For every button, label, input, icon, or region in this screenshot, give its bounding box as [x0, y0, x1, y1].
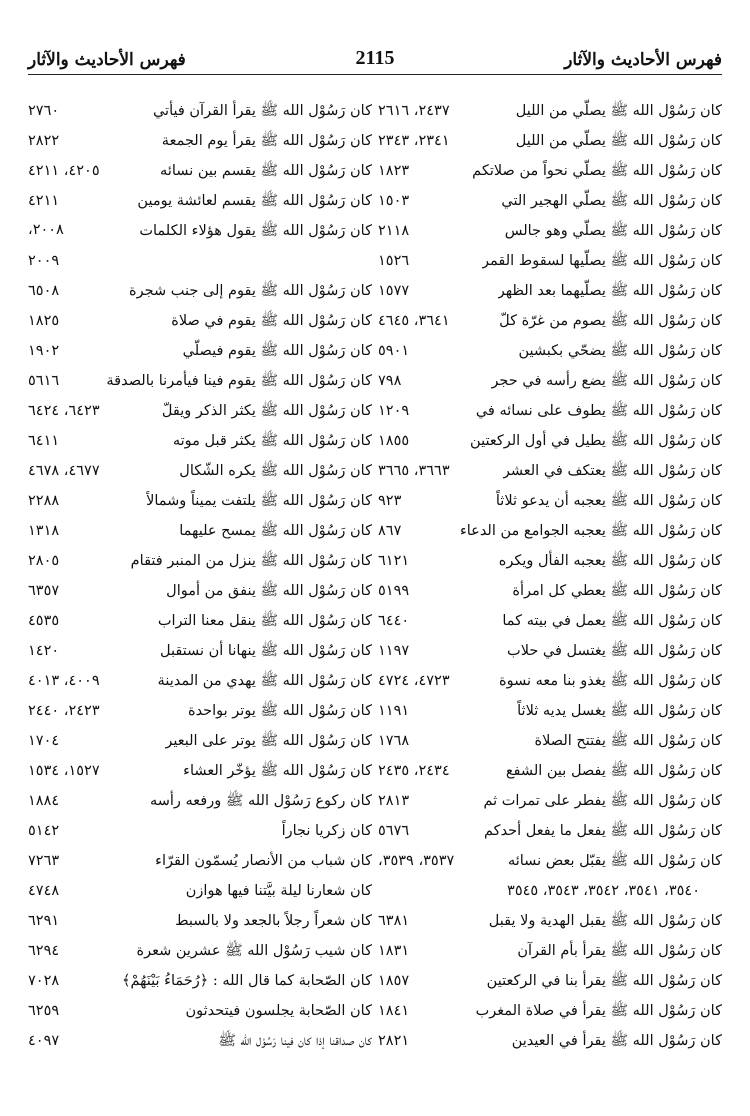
index-entry [28, 816, 372, 846]
index-entry [28, 276, 372, 306]
index-entry [28, 1026, 372, 1056]
entry-reference-continued: ٣٥٤٠، ٣٥٤١، ٣٥٤٢، ٣٥٤٣، ٣٥٤٥ [507, 883, 700, 899]
page-number: 2115 [355, 47, 395, 69]
entry-text: كان رَسُوْل الله ﷺ يعجبه الفأل ويكره [498, 553, 722, 569]
index-entry [378, 456, 722, 486]
entry-text: كان شباب من الأنصار يُسمّون القرّاء [155, 853, 372, 869]
index-entry [28, 306, 372, 336]
entry-reference: ٧٢٦٣ [28, 853, 60, 869]
entry-text: كان رَسُوْل الله ﷺ يعجبه أن يدعو ثلاثاً [495, 493, 722, 509]
index-entry [28, 516, 372, 546]
entry-reference: ٥١٩٩ [378, 583, 410, 599]
entry-text: كان رَسُوْل الله ﷺ يقسم بين نسائه [160, 163, 372, 179]
index-entry [378, 636, 722, 666]
index-entry [28, 786, 372, 816]
entry-text: كان رَسُوْل الله ﷺ يهدي من المدينة [157, 673, 372, 689]
index-entry [378, 216, 722, 246]
entry-text: كان رَسُوْل الله ﷺ يغتسل في حلاب [507, 643, 722, 659]
entry-text: كان زكريا نجاراً [281, 823, 372, 839]
entry-text: كان رَسُوْل الله ﷺ يقرأ بأم القرآن [517, 943, 722, 959]
entry-text: كان شعارنا ليلة بيَّتنا فيها هوازن [185, 883, 372, 899]
index-entry [28, 696, 372, 726]
entry-reference: ٩٢٣ [378, 493, 402, 509]
entry-reference: ١٧٠٤ [28, 733, 60, 749]
entry-reference: ٥١٤٢ [28, 823, 60, 839]
index-entry [28, 186, 372, 216]
entry-text: كان رَسُوْل الله ﷺ يصلّي نحواً من صلاتكم [472, 163, 722, 179]
index-entry [378, 186, 722, 216]
entry-reference: ٤٢٠٥، ٤٢١١ [28, 163, 100, 179]
entry-reference: ٦٤٤٠ [378, 613, 410, 629]
entry-text: كان رَسُوْل الله ﷺ يصلّي من الليل [515, 103, 722, 119]
index-entry [28, 456, 372, 486]
entry-text: كان رَسُوْل الله ﷺ يعجبه الجوامع من الدعاء [459, 523, 722, 539]
entry-reference: ١٥٢٦ [378, 253, 410, 269]
index-entry [28, 906, 372, 936]
entry-text: كان رَسُوْل الله ﷺ يفطر على تمرات ثم [483, 793, 722, 809]
entry-text: كان رَسُوْل الله ﷺ يقرأ في العيدين [511, 1033, 722, 1049]
entry-reference: ٢٨٢٢ [28, 133, 60, 149]
entry-reference: ٢١١٨ [378, 223, 410, 239]
entry-reference: ١٢٠٩ [378, 403, 410, 419]
entry-reference: ٢٣٤١، ٢٣٤٣ [378, 133, 450, 149]
index-entry [28, 366, 372, 396]
entry-reference: ٤٠٠٩، ٤٠١٣ [28, 673, 100, 689]
running-title-left: فهرس الأحاديث والآثار [28, 50, 186, 70]
entry-text: كان رَسُوْل الله ﷺ يقوم في صلاة [171, 313, 372, 329]
entry-text: كان رَسُوْل الله ﷺ يطيل في أول الركعتين [470, 433, 722, 449]
entry-text: كان رَسُوْل الله ﷺ يصلّيها لسقوط القمر [482, 253, 722, 269]
entry-reference: ٤٧٢٣، ٤٧٢٤ [378, 673, 450, 689]
entry-reference: ١١٩١ [378, 703, 410, 719]
entry-text: كان الصّحابة كما قال الله : ﴿رُحَمَاءُ بَيْنَهُمْ﴾ [121, 973, 372, 989]
entry-reference: ٥٦١٦ [28, 373, 60, 389]
entry-text: كان شعراً رجلاً بالجعد ولا بالسبط [175, 913, 372, 929]
entry-text: كان الصّحابة يجلسون فيتحدثون [185, 1003, 372, 1019]
entry-reference: ١٨٥٥ [378, 433, 410, 449]
entry-text: كان رَسُوْل الله ﷺ يصوم من غرّة كلّ [499, 313, 722, 329]
entry-text: كان رَسُوْل الله ﷺ ينزل من المنبر فتقام [130, 553, 372, 569]
entry-text: كان رَسُوْل الله ﷺ يقرأ في صلاة المغرب [475, 1003, 722, 1019]
entry-reference: ٢٤٣٤، ٢٤٣٥ [378, 763, 450, 779]
entry-text: كان رَسُوْل الله ﷺ يصلّي من الليل [515, 133, 722, 149]
index-entry [378, 726, 722, 756]
index-entry [378, 126, 722, 156]
index-entry [378, 306, 722, 336]
entry-text: كان رَسُوْل الله ﷺ يقوم فينا فيأمرنا بالصدقة [106, 373, 372, 389]
index-entry [28, 576, 372, 606]
entry-reference: ١٩٠٢ [28, 343, 60, 359]
index-entry [378, 246, 722, 276]
entry-reference: ١٣١٨ [28, 523, 60, 539]
entry-reference: ٢٤٣٧، ٢٦١٦ [378, 103, 450, 119]
entry-text: كان رَسُوْل الله ﷺ يضحّي بكبشين [518, 343, 722, 359]
entry-text: كان رَسُوْل الله ﷺ ينهانا أن نستقبل [159, 643, 372, 659]
index-entry [28, 606, 372, 636]
index-entry [378, 426, 722, 456]
entry-text: كان رَسُوْل الله ﷺ يفعل ما يفعل أحدكم [484, 823, 722, 839]
index-entry [28, 876, 372, 906]
entry-text: كان رَسُوْل الله ﷺ يوتر على البعير [165, 733, 372, 749]
entry-reference-continued: ٢٠٠٩ [28, 253, 60, 269]
index-entry [378, 756, 722, 786]
entry-text: كان رَسُوْل الله ﷺ يقرأ يوم الجمعة [161, 133, 372, 149]
entry-reference: ٧٠٢٨ [28, 973, 60, 989]
entry-reference: ١٤٢٠ [28, 643, 60, 659]
index-entry [378, 366, 722, 396]
entry-text: كان رَسُوْل الله ﷺ يقبل الهدية ولا يقبل [488, 913, 722, 929]
page-header [28, 40, 722, 75]
entry-text: كان ركوع رَسُوْل الله ﷺ ورفعه رأسه [149, 793, 372, 809]
entry-text: كان رَسُوْل الله ﷺ يغذو بنا معه نسوة [498, 673, 722, 689]
entry-reference: ٦٤٢٣، ٦٤٢٤ [28, 403, 100, 419]
entry-text: كان رَسُوْل الله ﷺ يعطي كل امرأة [512, 583, 722, 599]
index-entry [378, 696, 722, 726]
entry-reference: ٧٩٨ [378, 373, 402, 389]
entry-text: كان رَسُوْل الله ﷺ يقوم فيصلّي [182, 343, 372, 359]
index-entry [378, 546, 722, 576]
index-entry [378, 516, 722, 546]
entry-reference: ١٨٢٥ [28, 313, 60, 329]
index-entry [378, 996, 722, 1026]
entry-text: كان رَسُوْل الله ﷺ يكثر قبل موته [172, 433, 372, 449]
entry-reference: ٥٦٧٦ [378, 823, 410, 839]
entry-text: كان رَسُوْل الله ﷺ يضع رأسه في حجر [491, 373, 722, 389]
entry-reference: ٤٥٣٥ [28, 613, 60, 629]
entry-text: كان رَسُوْل الله ﷺ يصلّيهما بعد الظهر [497, 283, 722, 299]
index-entry [378, 1026, 722, 1056]
index-entry [378, 816, 722, 846]
entry-reference: ٣٦٤١، ٤٦٤٥ [378, 313, 450, 329]
entry-reference: ٢٨٢١ [378, 1033, 410, 1049]
entry-reference: ٣٦٦٣، ٣٦٦٥ [378, 463, 450, 479]
entry-reference: ١٥٢٧، ١٥٣٤ [28, 763, 100, 779]
index-entry [378, 906, 722, 936]
entry-text: كان شيب رَسُوْل الله ﷺ عشرين شعرة [136, 943, 372, 959]
index-entry [28, 636, 372, 666]
index-entry [378, 576, 722, 606]
entry-text: كان رَسُوْل الله ﷺ يقرأ القرآن فيأتي [152, 103, 372, 119]
entry-text: كان صداقنا إذا كان فينا رَسُوْل الله ﷺ [218, 1033, 372, 1049]
index-entry [378, 486, 722, 516]
entry-text: كان رَسُوْل الله ﷺ يطوف على نسائه في [475, 403, 722, 419]
entry-text: كان رَسُوْل الله ﷺ يعتكف في العشر [502, 463, 722, 479]
entry-reference: ٦٣٥٧ [28, 583, 60, 599]
entry-text: كان رَسُوْل الله ﷺ ينفق من أموال [166, 583, 372, 599]
entry-reference: ٦١٢١ [378, 553, 410, 569]
entry-text: كان رَسُوْل الله ﷺ ينقل معنا التراب [157, 613, 372, 629]
entry-reference: ١٨٨٤ [28, 793, 60, 809]
entry-reference: ٢٢٨٨ [28, 493, 60, 509]
index-entry [28, 486, 372, 516]
entry-reference: ٤٦٧٧، ٤٦٧٨ [28, 463, 100, 479]
entry-text: كان رَسُوْل الله ﷺ يقول هؤلاء الكلمات [139, 223, 372, 239]
index-entry [378, 786, 722, 816]
running-title-right: فهرس الأحاديث والآثار [564, 50, 722, 70]
index-entry [28, 426, 372, 456]
entry-reference: ٢٧٦٠ [28, 103, 60, 119]
index-entry [28, 756, 372, 786]
index-entry [378, 396, 722, 426]
entry-text: كان رَسُوْل الله ﷺ يفتتح الصلاة [534, 733, 722, 749]
entry-text: كان رَسُوْل الله ﷺ يقسم لعائشة يومين [137, 193, 372, 209]
entry-reference: ١٥٧٧ [378, 283, 410, 299]
entry-reference: ٤٧٤٨ [28, 883, 60, 899]
entry-reference: ١٥٠٣ [378, 193, 410, 209]
entry-text: كان رَسُوْل الله ﷺ يغسل يديه ثلاثاً [517, 703, 722, 719]
entry-reference: ٦٣٨١ [378, 913, 410, 929]
entry-reference: ٤٢١١ [28, 193, 60, 209]
index-entry [378, 666, 722, 696]
index-entry [28, 546, 372, 576]
entry-reference: ١٨٢٣ [378, 163, 410, 179]
entry-text: كان رَسُوْل الله ﷺ يقوم إلى جنب شجرة [128, 283, 372, 299]
index-entry [28, 726, 372, 756]
index-entry [378, 336, 722, 366]
entry-text: كان رَسُوْل الله ﷺ يؤخّر العشاء [183, 763, 372, 779]
index-entry [28, 966, 372, 996]
entry-reference: ٢٤٢٣، ٢٤٤٠ [28, 703, 100, 719]
entry-text: كان رَسُوْل الله ﷺ يصلّي الهجير التي [501, 193, 722, 209]
index-entry [378, 96, 722, 126]
entry-reference: ١٨٤١ [378, 1003, 410, 1019]
index-entry [378, 156, 722, 186]
entry-text: كان رَسُوْل الله ﷺ يفصل بين الشفع [505, 763, 722, 779]
index-column-right [378, 96, 722, 1056]
index-entry [28, 936, 372, 966]
entry-text: كان رَسُوْل الله ﷺ يكره الشّكال [179, 463, 372, 479]
index-entry [28, 336, 372, 366]
entry-reference: ١٨٥٧ [378, 973, 410, 989]
entry-text: كان رَسُوْل الله ﷺ يوتر بواحدة [187, 703, 372, 719]
index-entry [28, 396, 372, 426]
index-entry [378, 936, 722, 966]
index-entry [28, 126, 372, 156]
index-entry [28, 846, 372, 876]
entry-reference: ٢٨١٣ [378, 793, 410, 809]
entry-reference: ١٧٦٨ [378, 733, 410, 749]
entry-text: كان رَسُوْل الله ﷺ يكثر الذكر ويقلّ [161, 403, 372, 419]
index-entry [378, 846, 722, 876]
entry-reference: ١٨٣١ [378, 943, 410, 959]
index-entry [28, 156, 372, 186]
entry-reference: ٨٦٧ [378, 523, 402, 539]
index-entry [28, 996, 372, 1026]
index-entry [378, 276, 722, 306]
index-column-left [28, 96, 372, 1056]
entry-text: كان رَسُوْل الله ﷺ يقبّل بعض نسائه [507, 853, 722, 869]
index-entry-continuation [28, 246, 372, 276]
entry-reference: ٢٨٠٥ [28, 553, 60, 569]
entry-reference: ٢٠٠٨، [28, 222, 64, 238]
entry-text: كان رَسُوْل الله ﷺ يصلّي وهو جالس [504, 223, 722, 239]
entry-text: كان رَسُوْل الله ﷺ يمسح عليهما [179, 523, 372, 539]
entry-reference: ٤٠٩٧ [28, 1033, 60, 1049]
index-entry [28, 666, 372, 696]
index-entry [28, 216, 372, 246]
entry-reference: ٣٥٣٧، ٣٥٣٩، [378, 853, 455, 869]
entry-reference: ١١٩٧ [378, 643, 410, 659]
entry-text: كان رَسُوْل الله ﷺ يقرأ بنا في الركعتين [486, 973, 722, 989]
entry-reference: ٦٢٥٩ [28, 1003, 60, 1019]
index-entry [28, 96, 372, 126]
entry-text: كان رَسُوْل الله ﷺ يعمل في بيته كما [502, 613, 722, 629]
index-entry-group [28, 216, 372, 276]
entry-reference: ٦٢٩٤ [28, 943, 60, 959]
entry-reference: ٦٥٠٨ [28, 283, 60, 299]
entry-reference: ٥٩٠١ [378, 343, 410, 359]
index-entry-group [378, 846, 722, 906]
index-entry [378, 966, 722, 996]
entry-reference: ٦٢٩١ [28, 913, 60, 929]
index-entry [378, 606, 722, 636]
entry-text: كان رَسُوْل الله ﷺ يلتفت يميناً وشمالاً [146, 493, 372, 509]
entry-reference: ٦٤١١ [28, 433, 60, 449]
